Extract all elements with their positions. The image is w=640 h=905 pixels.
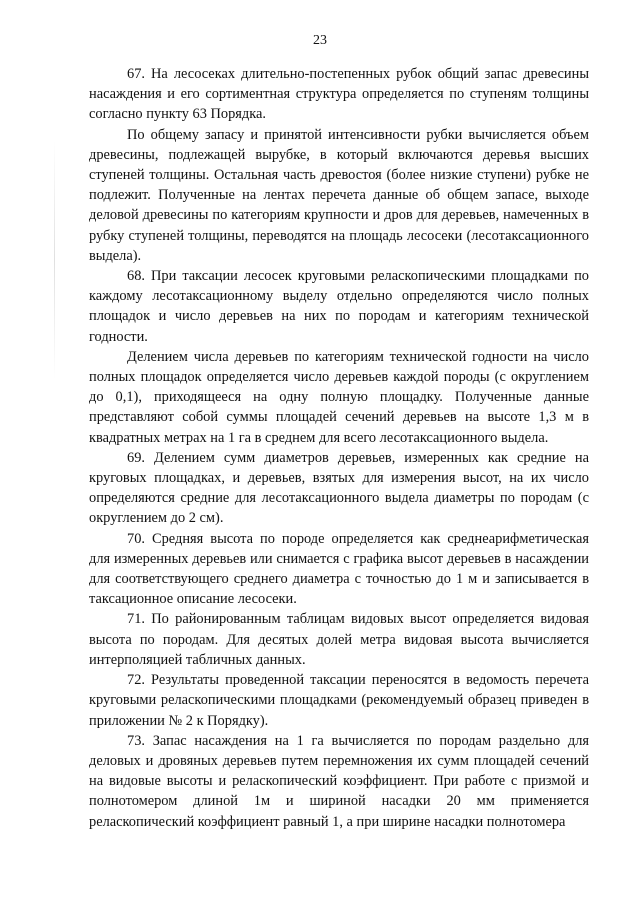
paragraph-72: 72. Результаты проведенной таксации переносятся в ведомость перечета круговыми реласкопическими площадками (рекомендуемый образец приведен в приложении № 2 к Порядку). xyxy=(89,672,589,729)
paragraph-69: 69. Делением сумм диаметров деревьев, измеренных как средние на круговых площадках, и деревьев, взятых для измерения высот, на их число определяются средние для лесотаксационного выдела диаметры по породам (с округлением до 2 см). xyxy=(89,449,589,527)
paragraph-67-continued: По общему запасу и принятой интенсивности рубки вычисляется объем древесины, подлежащей вырубке, в который включаются деревья высших ступеней толщины. Остальная часть древостоя (более низкие ступени) рубке не подлежит. Полученные на лентах перечета данные об общем запасе, выходе деловой древесины по категориям крупности и дров для деревьев, намеченных в рубку ступеней толщины, переводятся на площадь лесосеки (лесотаксационного выдела). xyxy=(89,126,589,264)
paragraph-70: 70. Средняя высота по породе определяется как среднеарифметическая для измеренных деревьев или снимается с графика высот деревьев в насаждении для соответствующего среднего диаметра с точностью до 1 м и записывается в таксационное описание лесосеки. xyxy=(89,530,589,608)
paragraph-68-continued: Делением числа деревьев по категориям технической годности на число полных площадок определяется число деревьев каждой породы (с округлением до 0,1), приходящееся на одну полную площадку. Полученные данные представляют собой суммы площадей сечений деревьев на высоте 1,3 м в квадратных метрах на 1 га в среднем для всего лесотаксационного выдела. xyxy=(89,348,589,446)
page-number: 23 xyxy=(313,33,327,48)
scan-margin-shadow xyxy=(54,140,55,380)
paragraph-67: 67. На лесосеках длительно-постепенных рубок общий запас древесины насаждения и его сортиментная структура определяется по ступеням толщины согласно пункту 63 Порядка. xyxy=(89,66,589,123)
paragraph-71: 71. По районированным таблицам видовых высот определяется видовая высота по породам. Для десятых долей метра видовая высота вычисляется интерполяцией табличных данных. xyxy=(89,611,589,668)
paragraph-68: 68. При таксации лесосек круговыми реласкопическими площадками по каждому лесотаксационному выделу отдельно определяются число полных площадок и число деревьев на них по породам и категориям технической годности. xyxy=(89,268,589,345)
paragraph-73: 73. Запас насаждения на 1 га вычисляется по породам раздельно для деловых и дровяных деревьев путем перемножения их сумм площадей сечений на видовые высоты и реласкопический коэффициент. При работе с призмой и полнотомером длиной 1м и шириной насадки 20 мм применяется реласкопический коэффициент равный 1, а при ширине насадки полнотомера xyxy=(89,732,589,830)
body-text xyxy=(89,64,589,832)
